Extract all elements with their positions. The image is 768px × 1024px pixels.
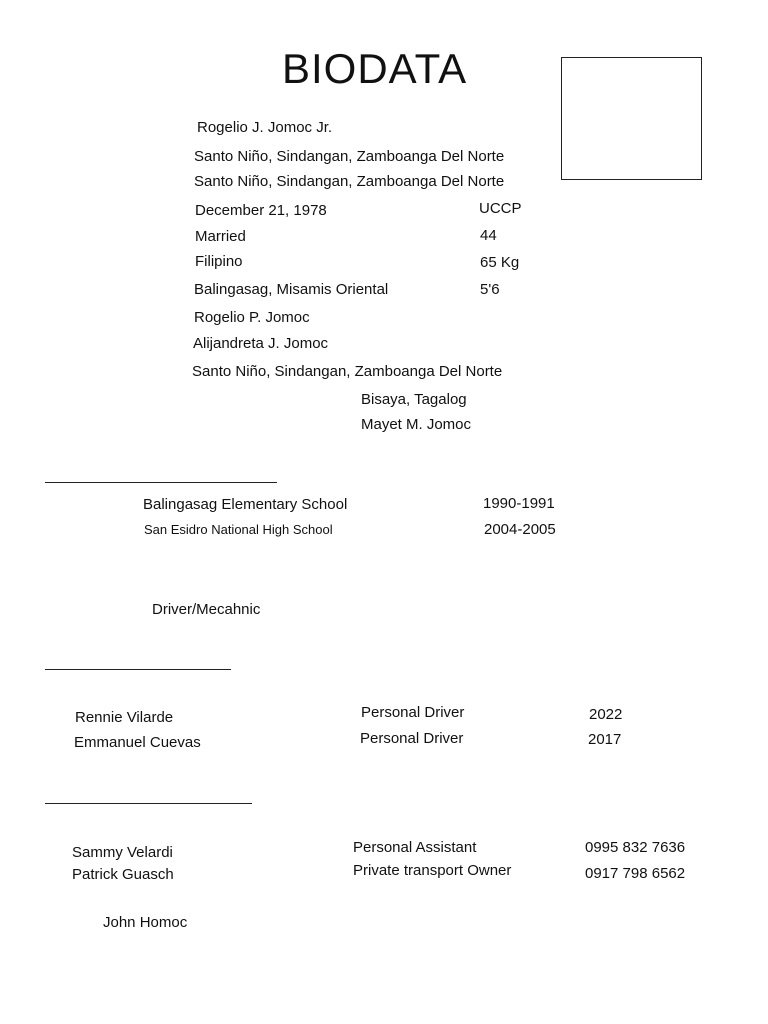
reference-position-1: Personal Assistant <box>353 839 477 856</box>
photo-box <box>561 57 702 180</box>
elementary-years: 1990-1991 <box>483 495 555 512</box>
birth-place: Balingasag, Misamis Oriental <box>194 281 389 298</box>
height: 5'6 <box>480 281 500 298</box>
weight: 65 Kg <box>480 254 520 271</box>
religion: UCCP <box>479 200 522 217</box>
parents-address: Santo Niño, Sindangan, Zamboanga Del Norte <box>192 363 503 380</box>
reference-name-2: Patrick Guasch <box>72 866 174 883</box>
document-title: BIODATA <box>282 45 468 92</box>
languages: Bisaya, Tagalog <box>361 391 467 408</box>
mother-name: Alijandreta J. Jomoc <box>193 335 329 352</box>
reference-contact-1: 0995 832 7636 <box>585 839 686 856</box>
high-school-years: 2004-2005 <box>484 521 556 538</box>
age: 44 <box>480 227 497 244</box>
skill: Driver/Mecahnic <box>152 601 261 618</box>
employer-1: Rennie Vilarde <box>75 709 174 726</box>
applicant-name: Rogelio J. Jomoc Jr. <box>197 119 333 136</box>
employment-position-1: Personal Driver <box>361 704 465 721</box>
employer-2: Emmanuel Cuevas <box>74 734 201 751</box>
employment-divider <box>45 669 231 670</box>
permanent-address: Santo Niño, Sindangan, Zamboanga Del Norte <box>194 173 505 190</box>
birth-date: December 21, 1978 <box>195 202 327 219</box>
employment-position-2: Personal Driver <box>360 730 464 747</box>
reference-contact-2: 0917 798 6562 <box>585 865 686 882</box>
spouse-name: Mayet M. Jomoc <box>361 416 472 433</box>
citizenship: Filipino <box>195 253 243 270</box>
elementary-school: Balingasag Elementary School <box>143 496 348 513</box>
civil-status: Married <box>195 228 246 245</box>
high-school: San Esidro National High School <box>144 522 333 537</box>
employment-year-2: 2017 <box>588 731 622 748</box>
employment-year-1: 2022 <box>589 706 623 723</box>
signature-name: John Homoc <box>103 914 188 931</box>
father-name: Rogelio P. Jomoc <box>194 309 310 326</box>
references-divider <box>45 803 252 804</box>
education-divider <box>45 482 277 483</box>
present-address: Santo Niño, Sindangan, Zamboanga Del Norte <box>194 148 505 165</box>
reference-position-2: Private transport Owner <box>353 862 512 879</box>
reference-name-1: Sammy Velardi <box>72 844 173 861</box>
